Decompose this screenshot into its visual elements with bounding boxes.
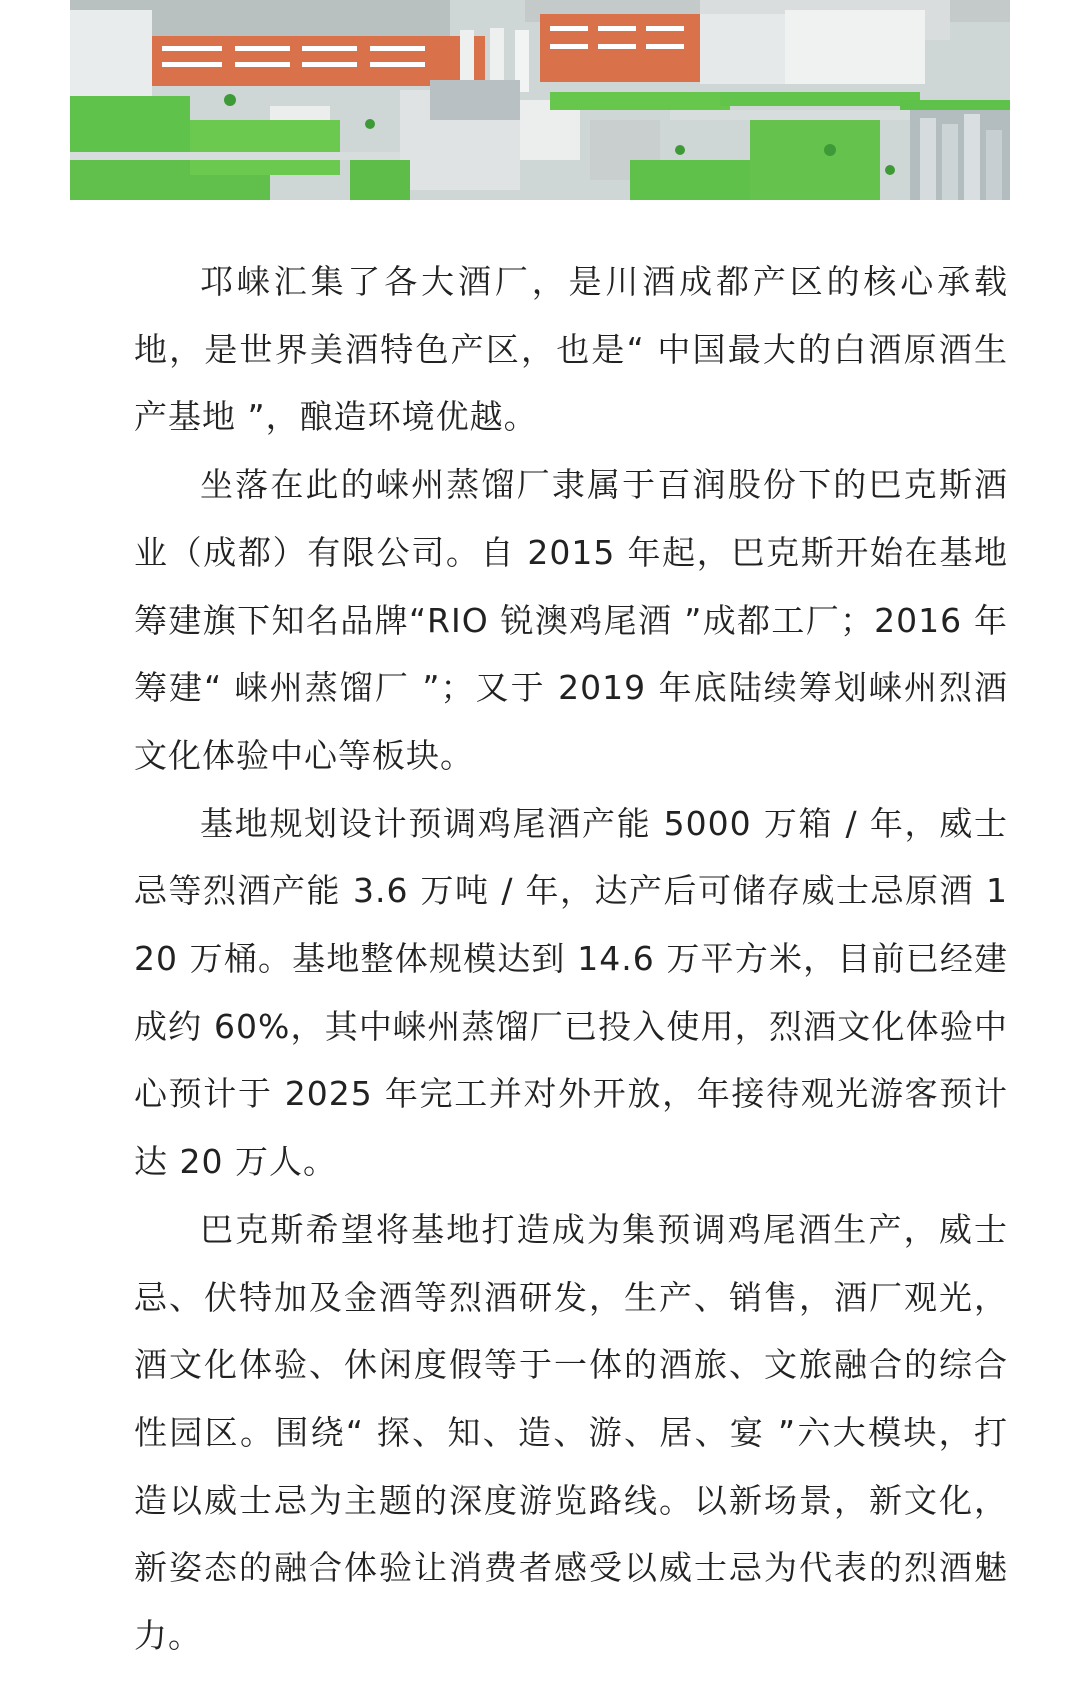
factory-aerial-illustration (70, 0, 1010, 200)
article-paragraph: 邛崃汇集了各大酒厂，是川酒成都产区的核心承载地，是世界美酒特色产区，也是“ 中国最大的白酒原酒生产基地 ”，酿造环境优越。 (134, 262, 1008, 437)
article-body (134, 248, 1008, 1670)
article-paragraph: 坐落在此的崃州蒸馏厂隶属于百润股份下的巴克斯酒业（成都）有限公司。自 2015 年起，巴克斯开始在基地筹建旗下知名品牌“RIO 锐澳鸡尾酒 ”成都工厂；2016 年筹建“ 崃州蒸馏厂 ”；又于 2019 年底陆续筹划崃州烈酒文化体验中心等板块。 (134, 465, 1008, 775)
article-paragraph: 巴克斯希望将基地打造成为集预调鸡尾酒生产，威士忌、伏特加及金酒等烈酒研发，生产、销售，酒厂观光，酒文化体验、休闲度假等于一体的酒旅、文旅融合的综合性园区。围绕“ 探、知、造、游、居、宴 ”六大模块，打造以威士忌为主题的深度游览路线。以新场景，新文化，新姿态的融合体验让消费者感受以威士忌为代表的烈酒魅力。 (134, 1209, 1008, 1656)
article-paragraph: 基地规划设计预调鸡尾酒产能 5000 万箱 / 年，威士忌等烈酒产能 3.6 万吨 / 年，达产后可储存威士忌原酒 120 万桶。基地整体规模达到 14.6 万平方米，目前已经建成约 60%，其中崃州蒸馏厂已投入使用，烈酒文化体验中心预计于 2025 年完工并对外开放，年接待观光游客预计达 20 万人。 (134, 803, 1008, 1182)
factory-aerial-photo (70, 0, 1010, 200)
